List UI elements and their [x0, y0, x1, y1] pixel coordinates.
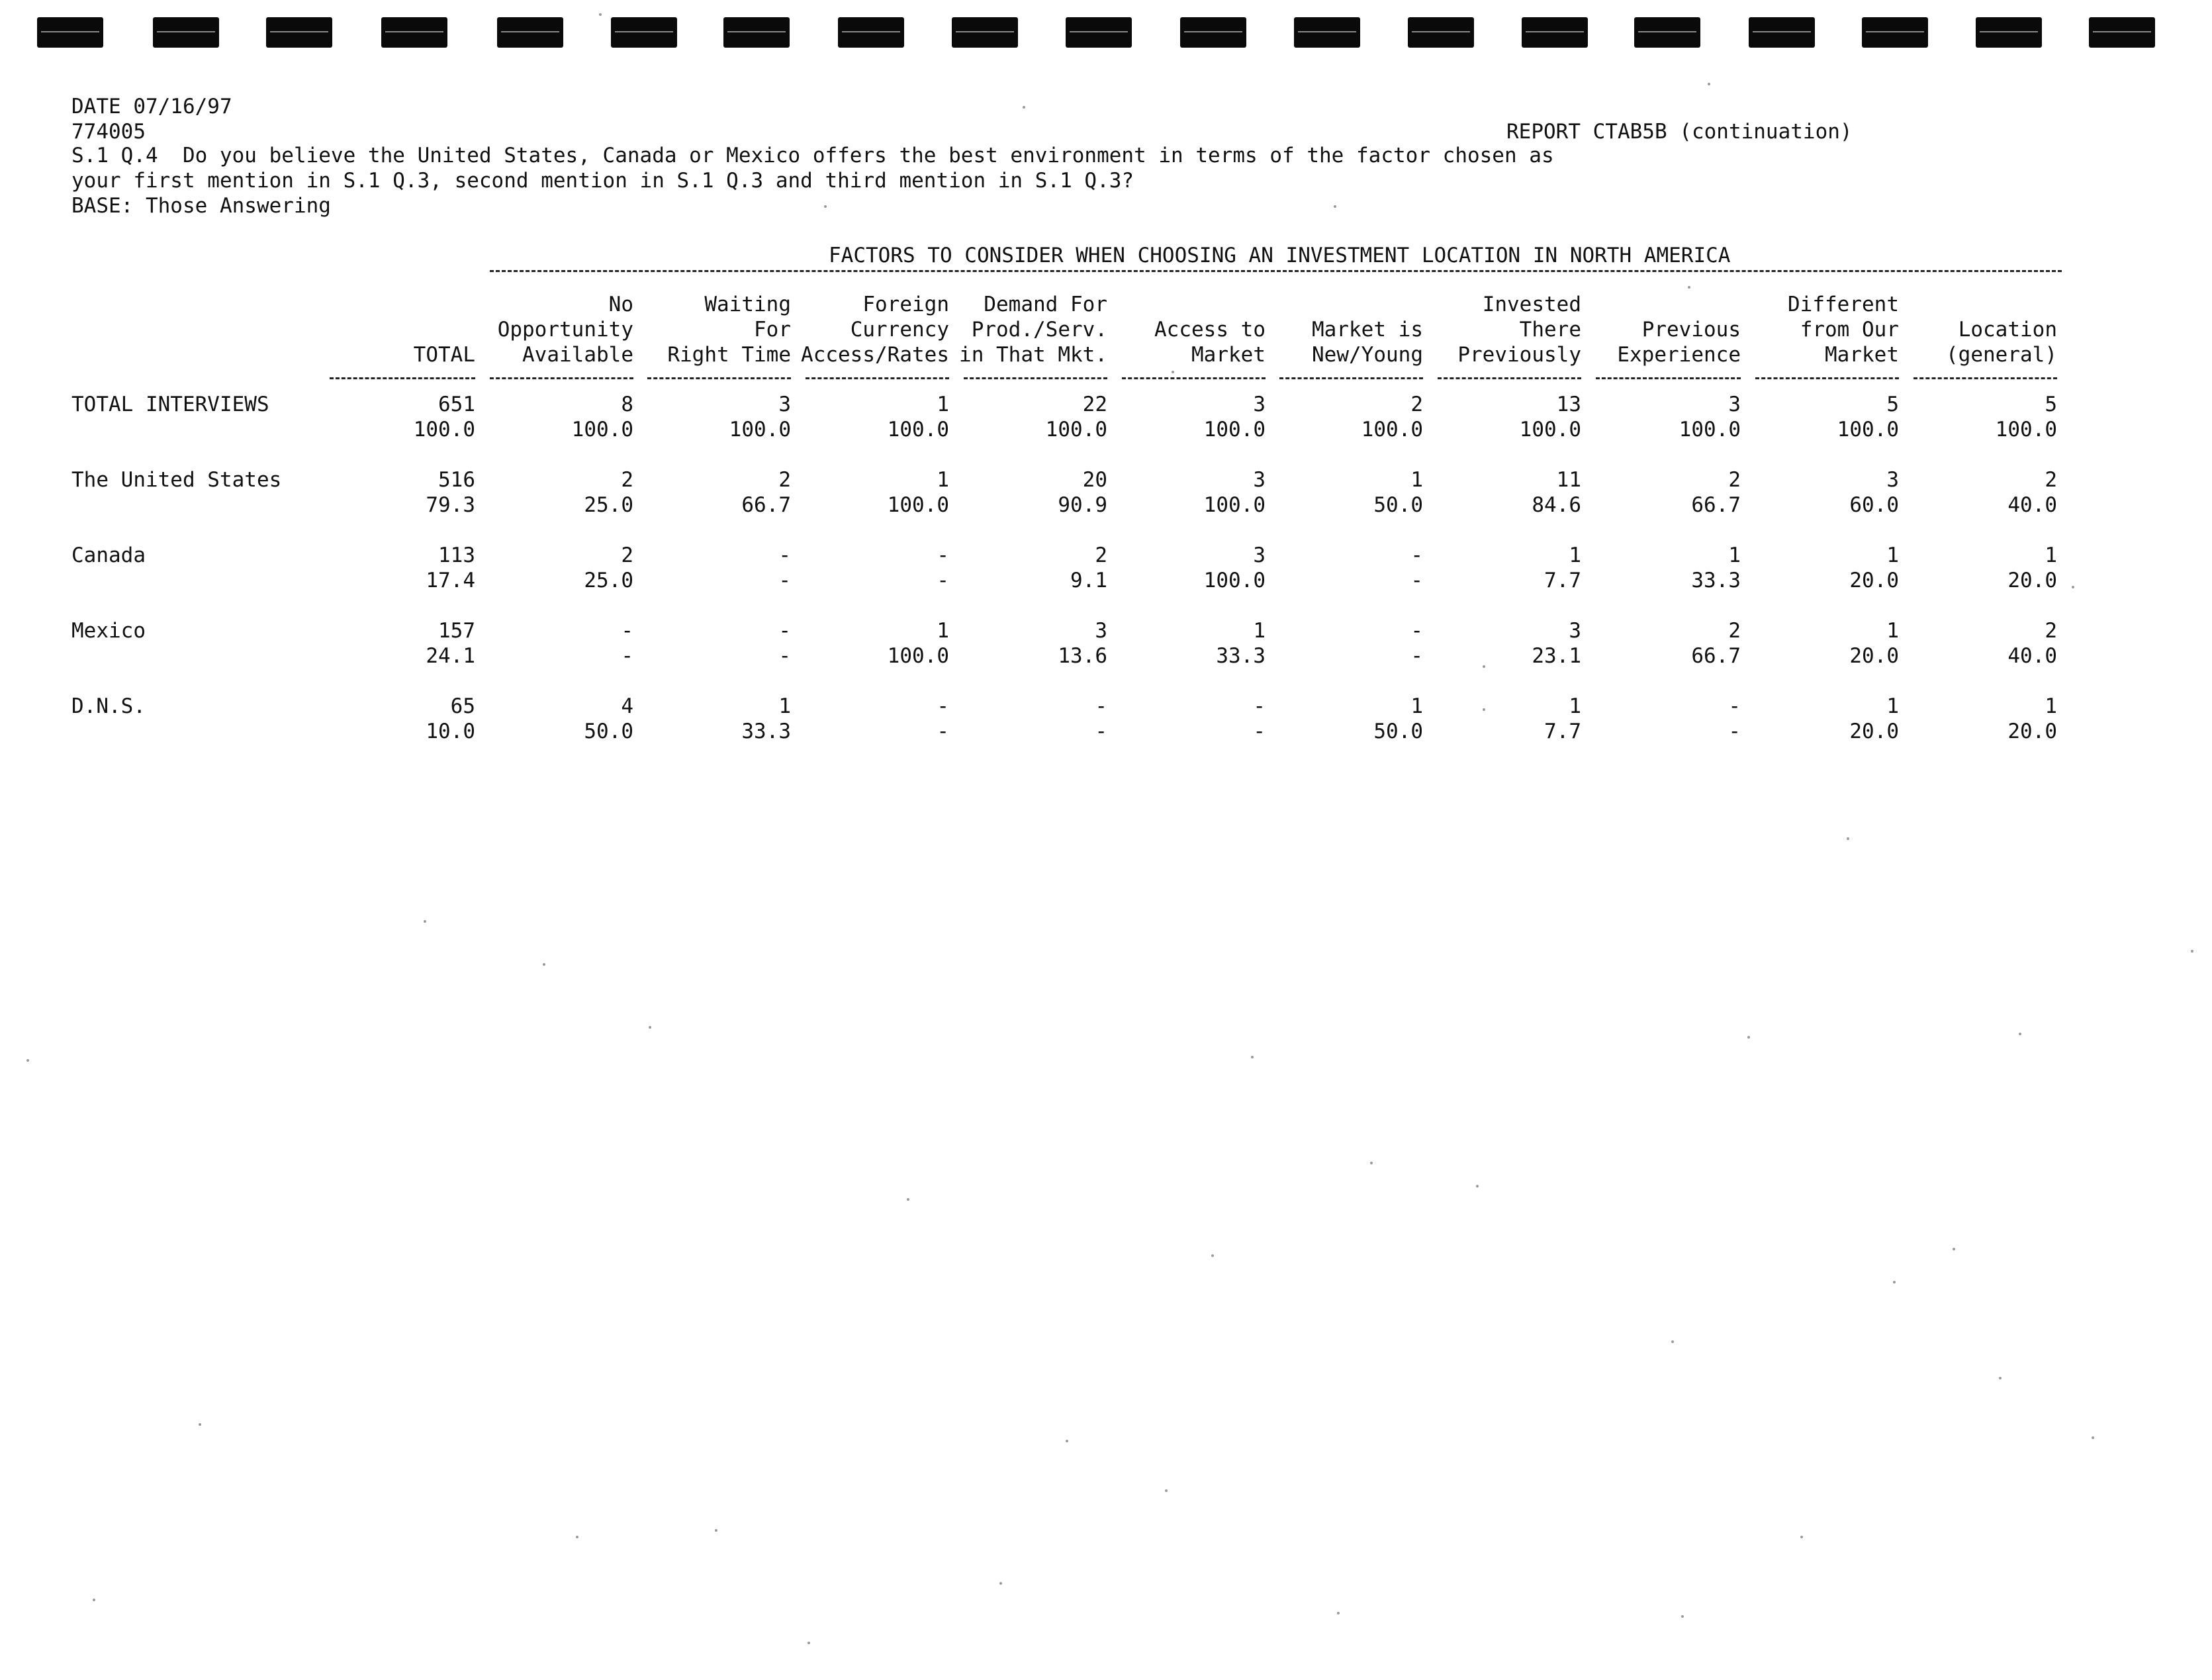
percent-cell: 33.3 — [1216, 644, 1266, 668]
percent-cell: 79.3 — [426, 493, 475, 517]
scan-speck — [26, 1059, 29, 1062]
percent-cell: - — [778, 569, 791, 592]
count-cell: 5 — [2045, 393, 2057, 416]
count-cell: - — [1410, 543, 1423, 567]
column-header — [1788, 292, 1899, 367]
column-header-line: TOTAL — [413, 343, 475, 367]
column-header-line: Currency — [850, 318, 949, 342]
column-header-line — [1617, 292, 1741, 317]
count-cell: 3 — [1253, 468, 1266, 492]
count-cell: - — [1728, 694, 1741, 718]
feed-hole — [1180, 17, 1246, 48]
feed-hole — [1522, 17, 1588, 48]
feed-hole — [153, 17, 219, 48]
feed-hole — [1976, 17, 2042, 48]
percent-cell: 13.6 — [1058, 644, 1107, 668]
feed-hole — [1862, 17, 1928, 48]
column-header-line: Market is — [1312, 318, 1423, 342]
count-cell: 1 — [1253, 619, 1266, 643]
feed-hole — [1408, 17, 1474, 48]
column-header-line: (general) — [1946, 343, 2057, 367]
percent-cell: 20.0 — [1849, 720, 1899, 743]
scan-speck — [1483, 708, 1485, 711]
count-cell: 65 — [450, 694, 475, 718]
feed-hole — [266, 17, 332, 48]
count-cell: 2 — [1728, 468, 1741, 492]
scan-speck — [1688, 286, 1690, 289]
percent-cell: 23.1 — [1532, 644, 1581, 668]
scan-speck — [2092, 1436, 2094, 1439]
scan-speck — [999, 1582, 1002, 1585]
percent-cell: 100.0 — [1361, 418, 1423, 442]
scan-speck — [1999, 1377, 2002, 1379]
column-header-line: Right Time — [667, 343, 791, 367]
percent-cell: 50.0 — [1373, 720, 1423, 743]
percent-cell: - — [1253, 720, 1266, 743]
percent-cell: - — [937, 569, 949, 592]
percent-cell: 90.9 — [1058, 493, 1107, 517]
scan-speck — [1800, 1536, 1803, 1538]
column-header-line — [1312, 292, 1423, 317]
count-cell: 13 — [1556, 393, 1581, 416]
scan-speck — [1370, 1162, 1373, 1164]
percent-cell: 9.1 — [1070, 569, 1107, 592]
column-header-line — [1946, 292, 2057, 317]
percent-cell: 100.0 — [571, 418, 633, 442]
percent-cell: 25.0 — [584, 569, 633, 592]
count-cell: 3 — [778, 393, 791, 416]
percent-cell: 84.6 — [1532, 493, 1581, 517]
count-cell: 3 — [1253, 543, 1266, 567]
column-header — [498, 292, 633, 367]
scan-speck — [424, 920, 426, 923]
percent-cell: 66.7 — [1691, 644, 1741, 668]
percent-cell: 100.0 — [887, 644, 949, 668]
count-cell: 2 — [621, 543, 633, 567]
column-header — [414, 292, 475, 367]
percent-cell: 100.0 — [1679, 418, 1741, 442]
feed-hole — [1634, 17, 1700, 48]
column-header — [1312, 292, 1423, 367]
percent-cell: 17.4 — [426, 569, 475, 592]
percent-cell: 7.7 — [1544, 569, 1581, 592]
column-dashed-rule — [1438, 377, 1581, 379]
count-cell: 1 — [1410, 468, 1423, 492]
column-header-line: Access to — [1154, 318, 1266, 342]
scan-speck — [2019, 1033, 2021, 1035]
column-header — [1457, 292, 1581, 367]
percent-cell: 66.7 — [1691, 493, 1741, 517]
column-header-line: For — [754, 318, 791, 342]
percent-cell: 100.0 — [1045, 418, 1107, 442]
scan-speck — [1172, 371, 1174, 373]
feed-hole — [37, 17, 103, 48]
scan-speck — [1747, 1036, 1750, 1039]
scan-speck — [199, 1423, 201, 1426]
scan-speck — [1953, 1248, 1955, 1250]
scan-speck — [1681, 1615, 1684, 1618]
column-dashed-rule — [330, 377, 475, 379]
scan-speck — [1671, 1340, 1674, 1343]
column-dashed-rule — [964, 377, 1107, 379]
column-header — [959, 292, 1107, 367]
count-cell: 113 — [438, 543, 475, 567]
percent-cell: 100.0 — [1203, 493, 1266, 517]
column-header — [1617, 292, 1741, 367]
feed-hole — [723, 17, 790, 48]
count-cell: 11 — [1556, 468, 1581, 492]
count-cell: 1 — [937, 619, 949, 643]
percent-cell: - — [778, 644, 791, 668]
count-cell: - — [1253, 694, 1266, 718]
count-cell: - — [1410, 619, 1423, 643]
column-header-line: Location — [1958, 318, 2057, 342]
percent-cell: 100.0 — [1837, 418, 1899, 442]
feed-hole — [952, 17, 1018, 48]
count-cell: 1 — [1886, 543, 1899, 567]
column-dashed-rule — [1279, 377, 1423, 379]
row-label: Canada — [71, 543, 146, 567]
count-cell: 2 — [2045, 468, 2057, 492]
column-header — [801, 292, 949, 367]
scan-speck — [576, 1536, 578, 1538]
percent-cell: 7.7 — [1544, 720, 1581, 743]
count-cell: 4 — [621, 694, 633, 718]
count-cell: - — [937, 543, 949, 567]
count-cell: 5 — [1886, 393, 1899, 416]
job-number: 774005 — [71, 120, 146, 144]
percent-cell: 20.0 — [2007, 569, 2057, 592]
scan-speck — [1708, 83, 1710, 85]
percent-cell: 20.0 — [2007, 720, 2057, 743]
count-cell: 22 — [1082, 393, 1107, 416]
scan-speck — [1483, 665, 1485, 668]
count-cell: 157 — [438, 619, 475, 643]
count-cell: 2 — [1410, 393, 1423, 416]
column-header — [1154, 292, 1266, 367]
percent-cell: 40.0 — [2007, 493, 2057, 517]
scan-speck — [1337, 1612, 1340, 1614]
scan-speck — [543, 963, 545, 966]
column-header-line: There — [1519, 318, 1581, 342]
column-header-line: Demand For — [984, 293, 1107, 316]
row-label: Mexico — [71, 619, 146, 643]
column-header-line: Waiting — [704, 293, 791, 316]
column-header-line — [414, 292, 475, 317]
count-cell: 3 — [1095, 619, 1107, 643]
scan-speck — [1023, 106, 1025, 109]
count-cell: 3 — [1886, 468, 1899, 492]
column-dashed-rule — [647, 377, 791, 379]
report-date: DATE 07/16/97 — [71, 95, 232, 118]
feed-hole — [497, 17, 563, 48]
count-cell: 2 — [1728, 619, 1741, 643]
scan-speck — [93, 1599, 95, 1601]
row-label: D.N.S. — [71, 694, 146, 718]
count-cell: 1 — [1410, 694, 1423, 718]
percent-cell: - — [1410, 569, 1423, 592]
count-cell: - — [621, 619, 633, 643]
column-header — [1946, 292, 2057, 367]
percent-cell: 100.0 — [729, 418, 791, 442]
feed-hole — [838, 17, 904, 48]
banner-dashed-rule — [490, 270, 2062, 272]
column-dashed-rule — [1122, 377, 1266, 379]
percent-cell: 50.0 — [1373, 493, 1423, 517]
count-cell: 1 — [937, 468, 949, 492]
feed-hole — [1749, 17, 1815, 48]
scan-speck — [2191, 950, 2193, 953]
tractor-feed-strip — [0, 17, 2212, 52]
column-header-line — [1154, 292, 1266, 317]
percent-cell: 100.0 — [887, 493, 949, 517]
percent-cell: 24.1 — [426, 644, 475, 668]
count-cell: 651 — [438, 393, 475, 416]
percent-cell: 33.3 — [741, 720, 791, 743]
percent-cell: 33.3 — [1691, 569, 1741, 592]
count-cell: 1 — [2045, 543, 2057, 567]
scan-speck — [1847, 837, 1849, 840]
column-header — [667, 292, 791, 367]
percent-cell: - — [937, 720, 949, 743]
count-cell: 1 — [778, 694, 791, 718]
percent-cell: 100.0 — [1995, 418, 2057, 442]
count-cell: 1 — [1886, 619, 1899, 643]
column-header-line: Foreign — [862, 293, 949, 316]
feed-hole — [2089, 17, 2155, 48]
percent-cell: - — [1728, 720, 1741, 743]
column-header-line: Access/Rates — [801, 343, 949, 367]
count-cell: - — [937, 694, 949, 718]
count-cell: 2 — [2045, 619, 2057, 643]
count-cell: - — [778, 619, 791, 643]
count-cell: 1 — [1569, 543, 1581, 567]
percent-cell: 100.0 — [1203, 569, 1266, 592]
count-cell: 8 — [621, 393, 633, 416]
table-banner-title: FACTORS TO CONSIDER WHEN CHOOSING AN INVESTMENT LOCATION IN NORTH AMERICA — [829, 244, 1731, 267]
percent-cell: 100.0 — [413, 418, 475, 442]
count-cell: 1 — [1886, 694, 1899, 718]
feed-hole — [381, 17, 447, 48]
scan-speck — [715, 1529, 717, 1532]
scan-speck — [599, 13, 602, 16]
column-header-line: Available — [522, 343, 633, 367]
count-cell: 3 — [1728, 393, 1741, 416]
percent-cell: 10.0 — [426, 720, 475, 743]
count-cell: 1 — [1728, 543, 1741, 567]
count-cell: 2 — [778, 468, 791, 492]
scan-speck — [1476, 1185, 1479, 1188]
column-dashed-rule — [1755, 377, 1899, 379]
scan-speck — [1251, 1056, 1254, 1058]
scan-speck — [1066, 1440, 1068, 1442]
row-label: TOTAL INTERVIEWS — [71, 393, 269, 416]
percent-cell: 20.0 — [1849, 644, 1899, 668]
count-cell: 516 — [438, 468, 475, 492]
scan-speck — [1211, 1254, 1214, 1257]
percent-cell: - — [621, 644, 633, 668]
percent-cell: 60.0 — [1849, 493, 1899, 517]
percent-cell: 66.7 — [741, 493, 791, 517]
count-cell: - — [778, 543, 791, 567]
percent-cell: - — [1410, 644, 1423, 668]
percent-cell: 25.0 — [584, 493, 633, 517]
column-header-line: New/Young — [1312, 343, 1423, 367]
column-header-line: in That Mkt. — [959, 343, 1107, 367]
count-cell: 3 — [1569, 619, 1581, 643]
percent-cell: 100.0 — [887, 418, 949, 442]
count-cell: 20 — [1082, 468, 1107, 492]
scan-speck — [824, 205, 827, 208]
column-dashed-rule — [806, 377, 949, 379]
column-dashed-rule — [1596, 377, 1741, 379]
question-text-line-1: S.1 Q.4 Do you believe the United States, Canada or Mexico offers the best environment in terms of the factor chosen as — [71, 144, 1554, 167]
count-cell: 1 — [2045, 694, 2057, 718]
base-description: BASE: Those Answering — [71, 194, 331, 218]
question-text-line-2: your first mention in S.1 Q.3, second mention in S.1 Q.3 and third mention in S.1 Q.3? — [71, 169, 1134, 193]
scan-speck — [2072, 586, 2074, 588]
column-header-line: Opportunity — [497, 318, 633, 342]
count-cell: 2 — [621, 468, 633, 492]
scan-speck — [907, 1198, 909, 1201]
percent-cell: 20.0 — [1849, 569, 1899, 592]
column-header-line: Previous — [1641, 318, 1741, 342]
row-label: The United States — [71, 468, 282, 492]
feed-hole — [1294, 17, 1360, 48]
column-header-line: Experience — [1617, 343, 1741, 367]
column-header-line: Market — [1825, 343, 1899, 367]
column-dashed-rule — [1913, 377, 2057, 379]
scan-speck — [1165, 1489, 1168, 1492]
column-header-line: Prod./Serv. — [971, 318, 1107, 342]
percent-cell: - — [1095, 720, 1107, 743]
column-header-line: No — [608, 293, 633, 316]
count-cell: - — [1095, 694, 1107, 718]
percent-cell: 100.0 — [1203, 418, 1266, 442]
feed-hole — [1066, 17, 1132, 48]
column-header-line: from Our — [1800, 318, 1899, 342]
column-header-line: Market — [1191, 343, 1266, 367]
scan-speck — [1893, 1281, 1896, 1283]
column-dashed-rule — [490, 377, 633, 379]
column-header-line: Different — [1788, 293, 1899, 316]
count-cell: 1 — [937, 393, 949, 416]
percent-cell: 50.0 — [584, 720, 633, 743]
column-header-line: Invested — [1482, 293, 1581, 316]
feed-hole — [611, 17, 677, 48]
column-header-line: Previously — [1457, 343, 1581, 367]
report-id: REPORT CTAB5B (continuation) — [1506, 120, 1853, 144]
scan-speck — [807, 1642, 810, 1644]
count-cell: 2 — [1095, 543, 1107, 567]
column-header-line — [414, 317, 475, 342]
percent-cell: 100.0 — [1519, 418, 1581, 442]
scan-speck — [1334, 205, 1336, 208]
scan-speck — [649, 1026, 651, 1029]
count-cell: 3 — [1253, 393, 1266, 416]
count-cell: 1 — [1569, 694, 1581, 718]
percent-cell: 40.0 — [2007, 644, 2057, 668]
